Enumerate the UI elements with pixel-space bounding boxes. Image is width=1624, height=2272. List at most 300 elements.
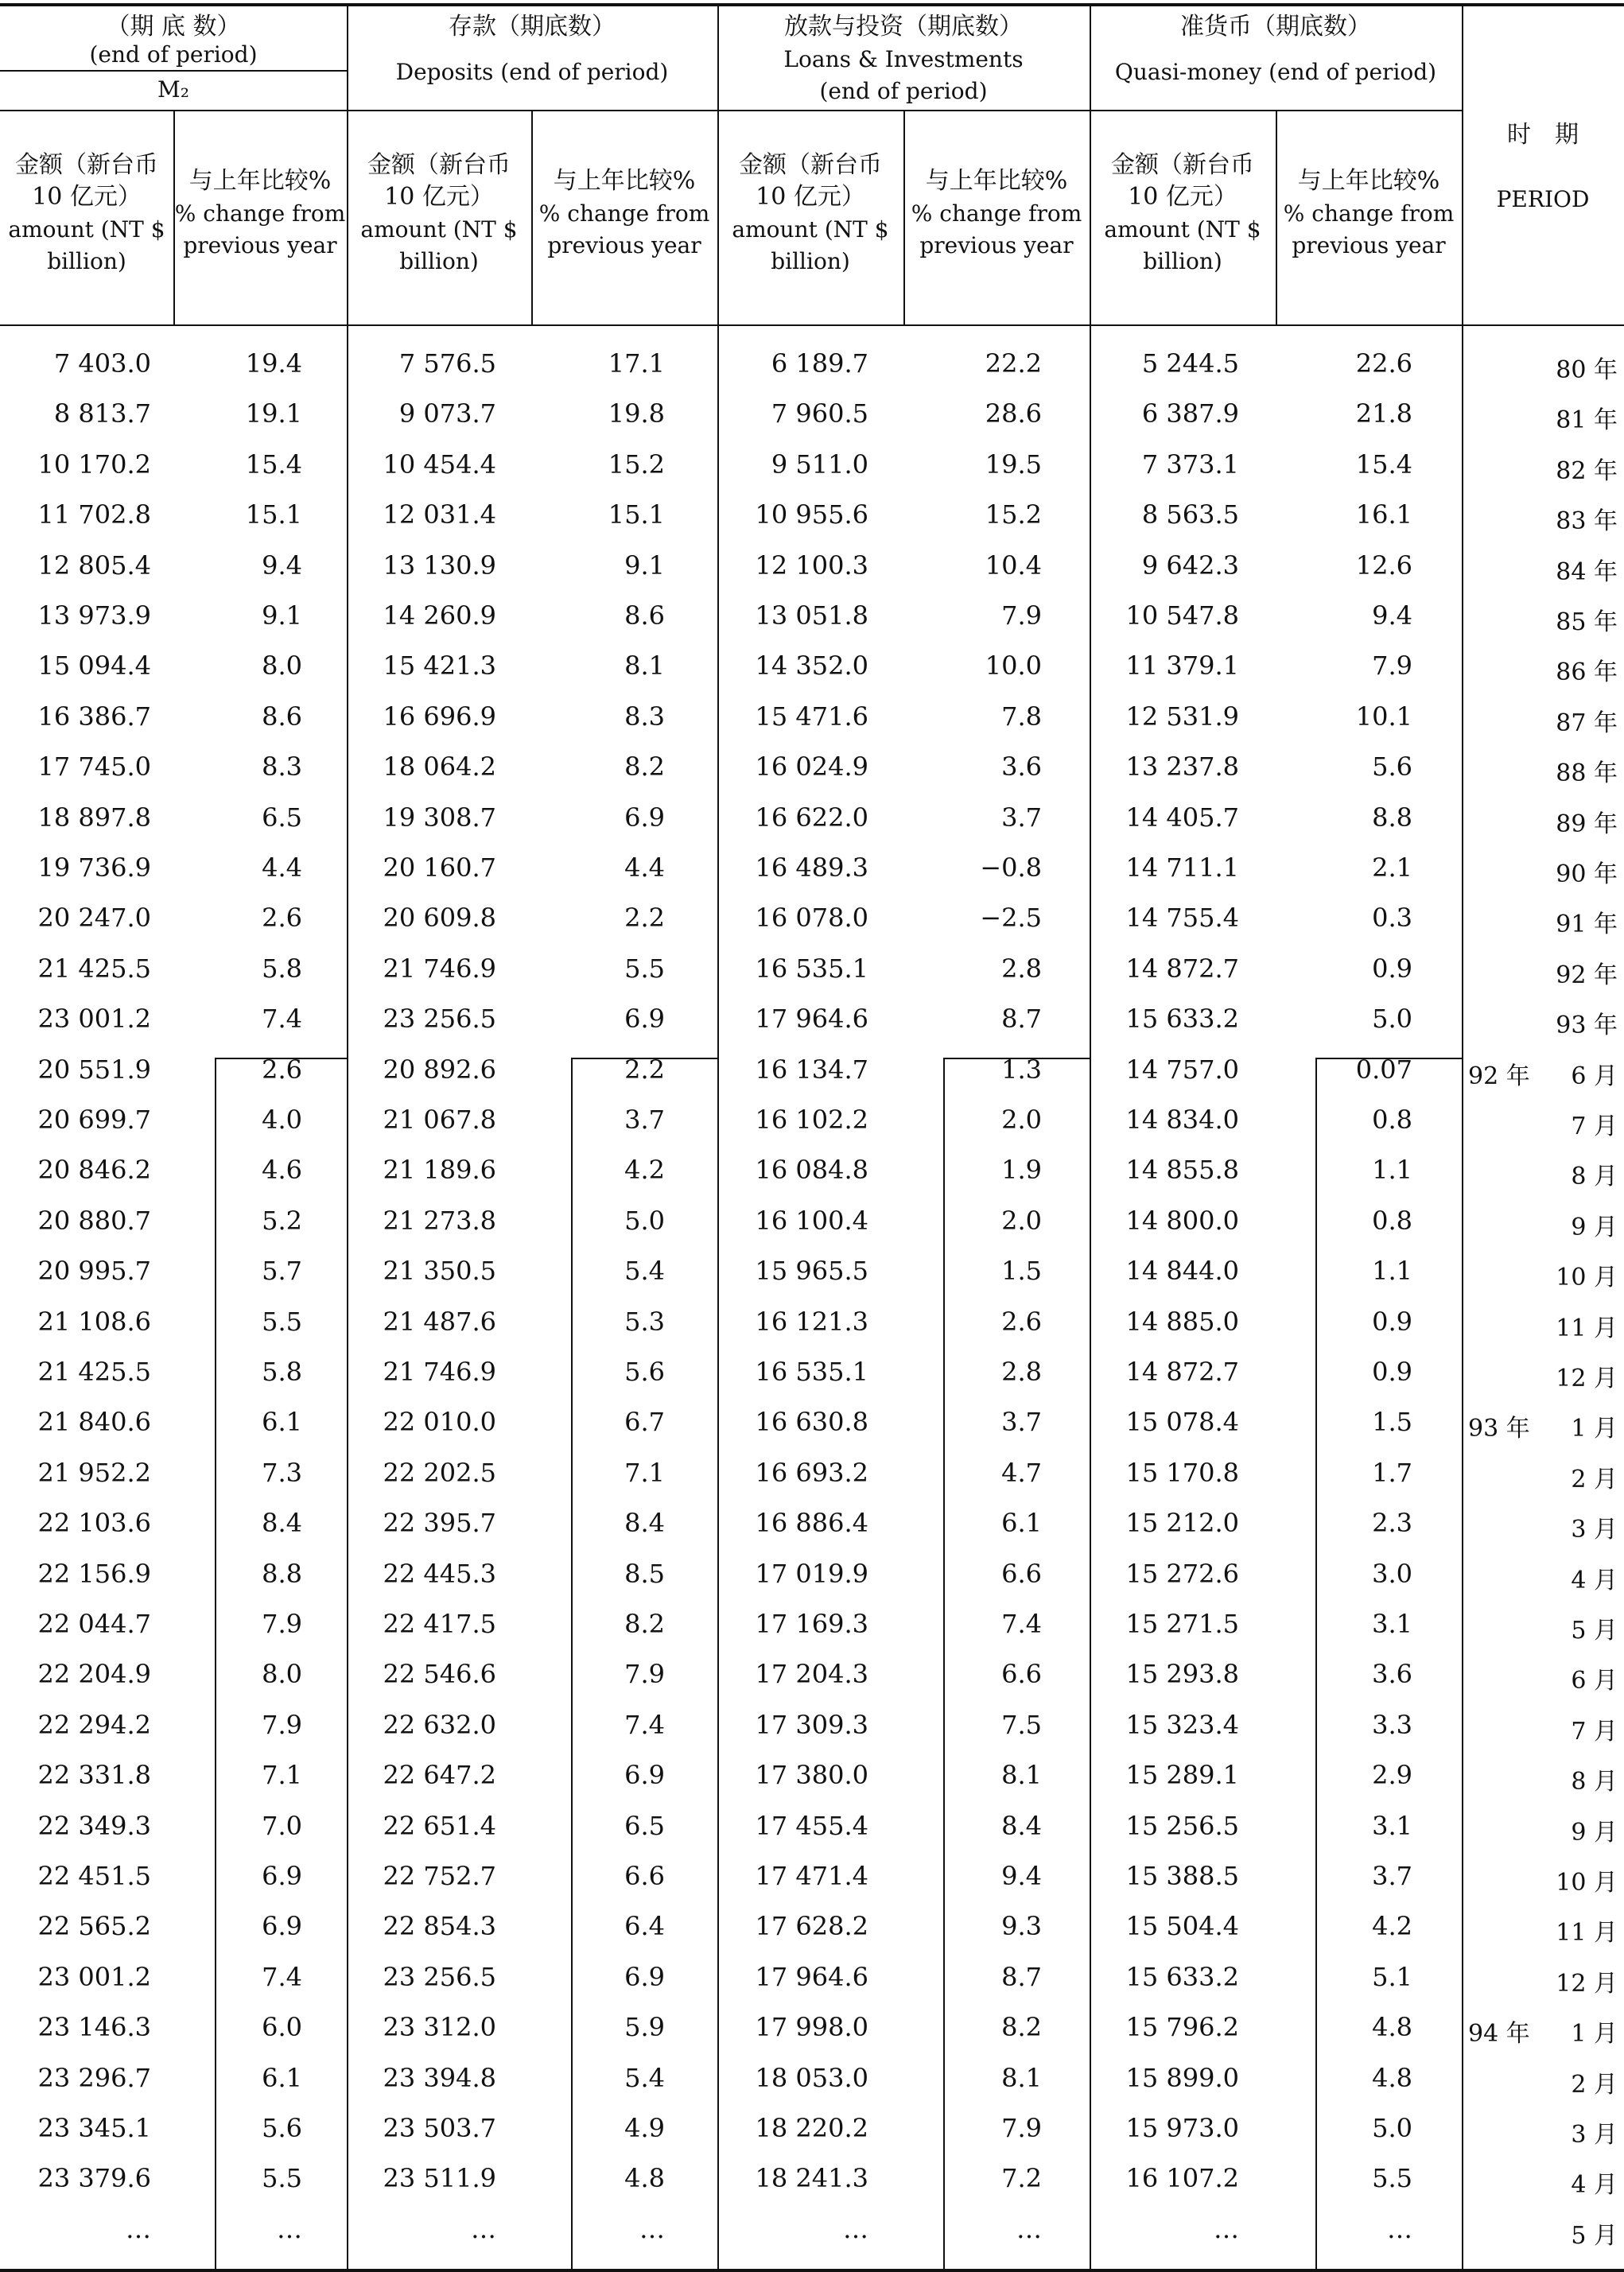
table-cell: 15 633.2 — [1125, 1004, 1239, 1035]
change-header: % change from — [538, 200, 710, 227]
table-cell: 17 380.0 — [755, 1760, 868, 1791]
table-cell: 11 379.1 — [1125, 651, 1239, 682]
table-cell: 5 244.5 — [1141, 348, 1239, 379]
table-cell: 2.9 — [1372, 1760, 1412, 1791]
table-cell: 23 296.7 — [37, 2062, 151, 2093]
change-header: 与上年比较% — [925, 167, 1068, 195]
table-cell: 21 350.5 — [383, 1256, 496, 1287]
table-cell: 5.0 — [624, 1205, 665, 1236]
table-cell: 14 800.0 — [1125, 1205, 1239, 1236]
table-cell: 16 693.2 — [755, 1457, 868, 1488]
table-cell: 10 454.4 — [383, 449, 496, 480]
table-cell: 7 403.0 — [53, 348, 151, 379]
table-cell: … — [1016, 2213, 1042, 2244]
table-cell: 8.3 — [262, 752, 302, 783]
table-cell: 20 247.0 — [37, 903, 151, 934]
table-cell: 15.1 — [245, 499, 302, 530]
table-cell: 20 995.7 — [37, 1256, 151, 1287]
table-cell: 14 872.7 — [1125, 1357, 1239, 1387]
table-cell: 14 711.1 — [1125, 852, 1239, 883]
table-cell: 1.1 — [1372, 1256, 1412, 1287]
amount-header: 金额（新台币 — [367, 151, 511, 179]
table-cell: 18 064.2 — [383, 752, 496, 783]
amount-header: amount (NT $ — [360, 216, 518, 243]
period-label: 7 月 — [1571, 1717, 1618, 1746]
table-cell: 8 563.5 — [1141, 499, 1239, 530]
table-cell: 14 855.8 — [1125, 1155, 1239, 1186]
table-cell: 19.1 — [245, 398, 302, 429]
table-cell: 5.9 — [624, 2012, 665, 2043]
table-cell: 15 965.5 — [755, 1256, 868, 1287]
table-cell: 2.8 — [1001, 1357, 1042, 1387]
table-cell: 8.7 — [1001, 1961, 1042, 1992]
table-cell: 6.4 — [624, 1911, 665, 1942]
table-cell: 8.0 — [262, 651, 302, 682]
table-cell: 17.1 — [608, 348, 665, 379]
table-cell: 8.2 — [1001, 2012, 1042, 2043]
table-cell: 7.4 — [262, 1961, 302, 1992]
table-cell: 2.6 — [262, 903, 302, 934]
table-cell: 17 964.6 — [755, 1961, 868, 1992]
period-label: 2 月 — [1571, 2070, 1618, 2099]
table-cell: 17 998.0 — [755, 2012, 868, 2043]
table-cell: 6.5 — [624, 1810, 665, 1841]
table-cell: 14 757.0 — [1125, 1054, 1239, 1085]
period-label: 7 月 — [1571, 1113, 1618, 1140]
table-cell: 23 312.0 — [383, 2012, 496, 2043]
table-cell: 15 633.2 — [1125, 1961, 1239, 1992]
table-cell: 15 471.6 — [755, 701, 868, 732]
table-cell: 22 565.2 — [37, 1911, 151, 1942]
table-cell: 9.3 — [1001, 1911, 1042, 1942]
table-cell: 15 973.0 — [1125, 2113, 1239, 2143]
table-cell: 5.3 — [624, 1306, 665, 1337]
table-cell: 7.9 — [1001, 600, 1042, 631]
table-cell: 14 885.0 — [1125, 1306, 1239, 1337]
table-cell: 1.7 — [1372, 1457, 1412, 1488]
table-cell: 9.1 — [262, 600, 302, 631]
table-cell: 19.8 — [608, 398, 665, 429]
table-cell: 16 630.8 — [755, 1407, 868, 1438]
table-cell: 23 511.9 — [383, 2163, 496, 2194]
table-cell: 0.8 — [1372, 1105, 1412, 1135]
table-cell: 22 647.2 — [383, 1760, 496, 1791]
amount-header: 10 亿元） — [384, 183, 494, 211]
period-label: 4 月 — [1571, 2171, 1618, 2200]
table-cell: 2.0 — [1001, 1105, 1042, 1135]
change-header: % change from — [911, 200, 1082, 227]
table-cell: 21 746.9 — [383, 1357, 496, 1387]
table-cell: 22 451.5 — [37, 1861, 151, 1891]
table-cell: 4.2 — [1372, 1911, 1412, 1942]
period-label: 89 年 — [1556, 810, 1618, 838]
table-cell: 21 425.5 — [37, 1357, 151, 1387]
table-cell: 0.9 — [1372, 1357, 1412, 1387]
table-cell: 7.2 — [1001, 2163, 1042, 2194]
table-cell: 4.4 — [624, 852, 665, 883]
table-cell: 19.4 — [245, 348, 302, 379]
table-cell: 15 796.2 — [1125, 2012, 1239, 2043]
table-cell: 23 256.5 — [383, 1004, 496, 1035]
period-label: 85 年 — [1556, 608, 1618, 636]
change-header: previous year — [183, 232, 337, 258]
table-cell: 9.4 — [1372, 600, 1412, 631]
table-cell: 23 503.7 — [383, 2113, 496, 2143]
table-cell: 15 323.4 — [1125, 1709, 1239, 1740]
period-label: 87 年 — [1556, 709, 1618, 737]
table-cell: 5.4 — [624, 2062, 665, 2093]
column-divider — [717, 3, 719, 2269]
table-cell: 15 094.4 — [37, 651, 151, 682]
table-cell: 2.3 — [1372, 1508, 1412, 1539]
monthly-box-left — [571, 1058, 573, 2270]
table-cell: 4.7 — [1001, 1457, 1042, 1488]
table-cell: 17 964.6 — [755, 1004, 868, 1035]
table-cell: 22 010.0 — [383, 1407, 496, 1438]
table-cell: 15 212.0 — [1125, 1508, 1239, 1539]
change-header: previous year — [919, 232, 1074, 258]
table-cell: 3.0 — [1372, 1558, 1412, 1589]
table-cell: 16 084.8 — [755, 1155, 868, 1186]
period-label: 81 年 — [1556, 406, 1618, 435]
table-cell: 2.0 — [1001, 1205, 1042, 1236]
header-divider — [0, 110, 1462, 111]
table-cell: 8.2 — [624, 1609, 665, 1639]
period-label: 2 月 — [1571, 1465, 1618, 1493]
table-cell: 15 271.5 — [1125, 1609, 1239, 1639]
table-cell: 8.5 — [624, 1558, 665, 1589]
table-cell: 23 256.5 — [383, 1961, 496, 1992]
table-cell: 16 622.0 — [755, 802, 868, 833]
amount-header: 金额（新台币 — [739, 151, 882, 179]
table-cell: 15 272.6 — [1125, 1558, 1239, 1589]
change-header: previous year — [547, 232, 701, 258]
subcolumn-divider — [531, 110, 533, 324]
table-cell: 22 445.3 — [383, 1558, 496, 1589]
table-cell: 16 024.9 — [755, 752, 868, 783]
table-cell: 9 511.0 — [771, 449, 868, 480]
table-cell: 5.2 — [262, 1205, 302, 1236]
amount-header: billion) — [771, 248, 850, 274]
table-cell: 19 736.9 — [37, 852, 151, 883]
amount-header: 金额（新台币 — [1111, 151, 1254, 179]
subcolumn-divider — [1276, 110, 1277, 324]
table-cell: 5.8 — [262, 953, 302, 984]
table-cell: 16 078.0 — [755, 903, 868, 934]
table-cell: 21 189.6 — [383, 1155, 496, 1186]
table-cell: 9.4 — [262, 550, 302, 581]
period-label: 90 年 — [1556, 860, 1618, 888]
table-cell: 8 813.7 — [53, 398, 151, 429]
period-label: 84 年 — [1556, 557, 1618, 586]
period-label: 93 年 — [1556, 1012, 1618, 1040]
table-cell: 3.6 — [1372, 1659, 1412, 1690]
table-cell: 6.9 — [262, 1861, 302, 1891]
table-cell: 0.3 — [1372, 903, 1412, 934]
table-cell: 17 745.0 — [37, 752, 151, 783]
table-cell: 7.1 — [624, 1457, 665, 1488]
column-divider — [1090, 3, 1091, 2269]
table-cell: −2.5 — [980, 903, 1042, 934]
table-cell: 16 100.4 — [755, 1205, 868, 1236]
table-cell: 20 892.6 — [383, 1054, 496, 1085]
table-cell: 15 170.8 — [1125, 1457, 1239, 1488]
table-cell: 2.1 — [1372, 852, 1412, 883]
table-cell: 15 256.5 — [1125, 1810, 1239, 1841]
table-cell: 5.0 — [1372, 1004, 1412, 1035]
change-header: 与上年比较% — [553, 167, 696, 195]
top-rule — [0, 3, 1624, 6]
table-cell: 2.6 — [1001, 1306, 1042, 1337]
amount-header: 金额（新台币 — [15, 151, 158, 179]
bottom-rule — [0, 2269, 1624, 2272]
table-cell: … — [471, 2213, 496, 2244]
table-cell: 6.9 — [624, 1961, 665, 1992]
amount-header: billion) — [47, 248, 126, 274]
table-cell: 18 053.0 — [755, 2062, 868, 2093]
table-cell: 9 073.7 — [398, 398, 496, 429]
table-cell: 7.9 — [1372, 651, 1412, 682]
group-title-en: Loans & Investments — [783, 46, 1024, 72]
table-cell: 15 078.4 — [1125, 1407, 1239, 1438]
table-cell: 7.5 — [1001, 1709, 1042, 1740]
table-cell: 20 699.7 — [37, 1105, 151, 1135]
table-cell: 5.5 — [624, 953, 665, 984]
table-cell: 14 405.7 — [1125, 802, 1239, 833]
table-cell: 22 294.2 — [37, 1709, 151, 1740]
table-cell: 7 373.1 — [1141, 449, 1239, 480]
table-cell: 17 471.4 — [755, 1861, 868, 1891]
table-cell: 14 260.9 — [383, 600, 496, 631]
table-cell: 19 308.7 — [383, 802, 496, 833]
table-cell: 10.1 — [1355, 701, 1412, 732]
table-cell: 5.7 — [262, 1256, 302, 1287]
table-cell: 22 752.7 — [383, 1861, 496, 1891]
table-cell: 13 130.9 — [383, 550, 496, 581]
table-cell: 6.9 — [624, 1004, 665, 1035]
table-cell: … — [639, 2213, 665, 2244]
period-label: 6 月 — [1571, 1062, 1618, 1090]
period-label: 3 月 — [1571, 1516, 1618, 1544]
table-cell: 22 202.5 — [383, 1457, 496, 1488]
table-cell: 0.07 — [1355, 1054, 1412, 1085]
table-cell: 17 628.2 — [755, 1911, 868, 1942]
period-year: 93 年 — [1468, 1415, 1530, 1443]
table-cell: 20 551.9 — [37, 1054, 151, 1085]
table-cell: 4.8 — [1372, 2062, 1412, 2093]
group-title-en: Quasi-money (end of period) — [1114, 59, 1437, 85]
table-cell: 6.7 — [624, 1407, 665, 1438]
group-title-zh: 放款与投资（期底数） — [784, 13, 1023, 41]
table-cell: 20 880.7 — [37, 1205, 151, 1236]
table-cell: 0.9 — [1372, 953, 1412, 984]
table-cell: 22 546.6 — [383, 1659, 496, 1690]
group-title-zh: 存款（期底数） — [449, 13, 616, 41]
table-cell: 6.1 — [262, 1407, 302, 1438]
table-cell: 7.4 — [1001, 1609, 1042, 1639]
table-cell: 16 535.1 — [755, 1357, 868, 1387]
change-header: previous year — [1292, 232, 1446, 258]
table-cell: 6.0 — [262, 2012, 302, 2043]
table-cell: 3.1 — [1372, 1609, 1412, 1639]
table-cell: 1.1 — [1372, 1155, 1412, 1186]
table-cell: 23 345.1 — [37, 2113, 151, 2143]
table-cell: 16 121.3 — [755, 1306, 868, 1337]
table-cell: 15 899.0 — [1125, 2062, 1239, 2093]
table-cell: 7.9 — [624, 1659, 665, 1690]
period-label: 92 年 — [1556, 961, 1618, 989]
table-cell: 2.6 — [262, 1054, 302, 1085]
table-cell: 8.4 — [1001, 1810, 1042, 1841]
table-cell: 22 417.5 — [383, 1609, 496, 1639]
table-cell: 5.5 — [262, 2163, 302, 2194]
period-label: 1 月 — [1571, 1415, 1618, 1443]
table-cell: −0.8 — [980, 852, 1042, 883]
table-cell: 8.2 — [624, 752, 665, 783]
table-cell: 15.2 — [985, 499, 1042, 530]
table-cell: 10 547.8 — [1125, 600, 1239, 631]
change-header: 与上年比较% — [188, 167, 332, 195]
table-cell: 21 746.9 — [383, 953, 496, 984]
table-cell: 3.6 — [1001, 752, 1042, 783]
table-cell: 16 107.2 — [1125, 2163, 1239, 2194]
table-cell: 11 702.8 — [37, 499, 151, 530]
table-cell: 3.7 — [1372, 1861, 1412, 1891]
group-subtitle: M₂ — [157, 76, 189, 103]
table-cell: 8.6 — [262, 701, 302, 732]
monthly-box-left — [1315, 1058, 1317, 2270]
table-cell: 13 051.8 — [755, 600, 868, 631]
table-cell: 5.1 — [1372, 1961, 1412, 1992]
table-cell: 6.6 — [1001, 1558, 1042, 1589]
group-title-en: (end of period) — [89, 41, 258, 68]
period-label: 5 月 — [1571, 1617, 1618, 1645]
table-cell: 6.6 — [1001, 1659, 1042, 1690]
change-header: % change from — [1283, 200, 1455, 227]
table-cell: 6.1 — [262, 2062, 302, 2093]
table-cell: … — [126, 2213, 151, 2244]
table-cell: 22 349.3 — [37, 1810, 151, 1841]
period-label: 5 月 — [1571, 2221, 1618, 2250]
table-cell: 8.8 — [1372, 802, 1412, 833]
table-cell: 16 886.4 — [755, 1508, 868, 1539]
table-cell: 22 044.7 — [37, 1609, 151, 1639]
table-cell: 2.2 — [624, 903, 665, 934]
table-cell: 10.0 — [985, 651, 1042, 682]
table-cell: 6.9 — [624, 802, 665, 833]
period-label: 91 年 — [1556, 911, 1618, 939]
period-label: 12 月 — [1556, 1969, 1618, 1998]
table-cell: 15 289.1 — [1125, 1760, 1239, 1791]
table-cell: 13 973.9 — [37, 600, 151, 631]
table-cell: 21.8 — [1355, 398, 1412, 429]
table-cell: 7.9 — [262, 1709, 302, 1740]
period-label: 88 年 — [1556, 759, 1618, 788]
table-cell: 22 156.9 — [37, 1558, 151, 1589]
table-cell: 9 642.3 — [1141, 550, 1239, 581]
amount-header: 10 亿元） — [1128, 183, 1237, 211]
period-label: 3 月 — [1571, 2121, 1618, 2149]
amount-header: billion) — [1143, 248, 1222, 274]
table-cell: 18 220.2 — [755, 2113, 868, 2143]
table-cell: 19.5 — [985, 449, 1042, 480]
amount-header: 10 亿元） — [32, 183, 142, 211]
table-cell: 14 834.0 — [1125, 1105, 1239, 1135]
table-cell: 17 455.4 — [755, 1810, 868, 1841]
period-header-en: PERIOD — [1496, 186, 1590, 212]
amount-header: billion) — [399, 248, 479, 274]
table-cell: 5.5 — [262, 1306, 302, 1337]
table-cell: 15 504.4 — [1125, 1911, 1239, 1942]
table-cell: 10.4 — [985, 550, 1042, 581]
table-cell: 20 846.2 — [37, 1155, 151, 1186]
table-cell: 14 844.0 — [1125, 1256, 1239, 1287]
table-cell: 8.0 — [262, 1659, 302, 1690]
table-cell: 1.3 — [1001, 1054, 1042, 1085]
table-cell: 4.2 — [624, 1155, 665, 1186]
table-cell: 22 331.8 — [37, 1760, 151, 1791]
table-cell: 9.4 — [1001, 1861, 1042, 1891]
table-cell: 21 067.8 — [383, 1105, 496, 1135]
table-cell: 18 897.8 — [37, 802, 151, 833]
period-label: 4 月 — [1571, 1566, 1618, 1594]
table-cell: 16 134.7 — [755, 1054, 868, 1085]
table-cell: 22 103.6 — [37, 1508, 151, 1539]
table-cell: 16.1 — [1355, 499, 1412, 530]
table-cell: 17 169.3 — [755, 1609, 868, 1639]
table-cell: 13 237.8 — [1125, 752, 1239, 783]
period-year: 92 年 — [1468, 1062, 1530, 1090]
amount-header: amount (NT $ — [1104, 216, 1261, 243]
table-cell: … — [1387, 2213, 1412, 2244]
table-cell: 7.3 — [262, 1457, 302, 1488]
table-cell: 5.0 — [1372, 2113, 1412, 2143]
table-cell: 7.9 — [262, 1609, 302, 1639]
table-cell: 20 160.7 — [383, 852, 496, 883]
table-cell: 17 204.3 — [755, 1659, 868, 1690]
table-cell: 20 609.8 — [383, 903, 496, 934]
table-cell: 14 352.0 — [755, 651, 868, 682]
period-label: 10 月 — [1556, 1869, 1618, 1897]
table-cell: 22.2 — [985, 348, 1042, 379]
table-cell: 10 170.2 — [37, 449, 151, 480]
table-cell: 22 395.7 — [383, 1508, 496, 1539]
header-bottom-rule — [0, 324, 1624, 326]
table-cell: 6.9 — [262, 1911, 302, 1942]
table-cell: 8.7 — [1001, 1004, 1042, 1035]
table-cell: 5.5 — [1372, 2163, 1412, 2194]
table-cell: 7.4 — [624, 1709, 665, 1740]
table-cell: 14 755.4 — [1125, 903, 1239, 934]
group-title-en: Deposits (end of period) — [395, 59, 669, 85]
monthly-box-left — [215, 1058, 216, 2270]
period-label: 8 月 — [1571, 1163, 1618, 1191]
table-cell: 21 952.2 — [37, 1457, 151, 1488]
table-cell: 6.1 — [1001, 1508, 1042, 1539]
period-label: 80 年 — [1556, 356, 1618, 384]
amount-header: 10 亿元） — [756, 183, 865, 211]
period-year: 94 年 — [1468, 2020, 1530, 2049]
table-cell: 17 309.3 — [755, 1709, 868, 1740]
table-cell: 22 204.9 — [37, 1659, 151, 1690]
amount-header: amount (NT $ — [8, 216, 165, 243]
table-cell: 22 632.0 — [383, 1709, 496, 1740]
change-header: % change from — [174, 200, 346, 227]
table-cell: 7.9 — [1001, 2113, 1042, 2143]
table-cell: 22 651.4 — [383, 1810, 496, 1841]
period-label: 6 月 — [1571, 1667, 1618, 1695]
table-cell: 3.7 — [624, 1105, 665, 1135]
